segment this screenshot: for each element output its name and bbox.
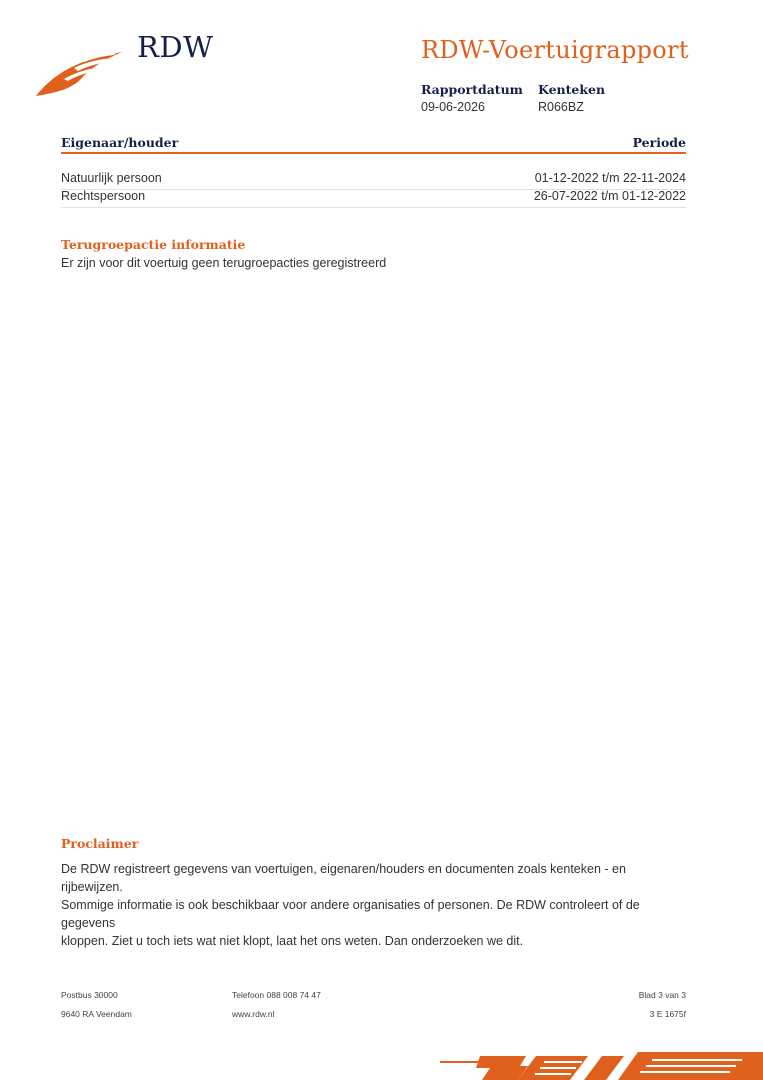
proclaimer-line: kloppen. Ziet u toch iets wat niet klopt, laat het ons weten. Dan onderzoeken we dit. <box>61 934 524 948</box>
footer-website: www.rdw.nl <box>232 1009 275 1019</box>
rdw-logo-text: RDW <box>137 30 214 64</box>
report-date-label: Rapportdatum <box>421 82 523 97</box>
proclaimer-text <box>61 860 686 950</box>
owner-column-header: Eigenaar/houder <box>61 135 179 150</box>
footer-postbus: Postbus 30000 <box>61 990 118 1000</box>
owner-type: Rechtspersoon <box>61 189 146 203</box>
owner-type: Natuurlijk persoon <box>61 171 162 185</box>
footer-phone: Telefoon 088 008 74 47 <box>232 990 321 1000</box>
owner-period: 01-12-2022 t/m 22-11-2024 <box>534 171 686 185</box>
rdw-stripes-decoration-icon <box>440 1050 763 1080</box>
license-plate-value: R066BZ <box>538 100 584 114</box>
rdw-logo-icon <box>34 46 126 98</box>
proclaimer-line: Sommige informatie is ook beschikbaar voor andere organisaties of personen. De RDW controleert of de gegevens <box>61 898 640 930</box>
footer-address: 9640 RA Veendam <box>61 1009 132 1019</box>
period-column-header: Periode <box>632 135 686 150</box>
table-row <box>61 171 686 190</box>
footer-page-number: Blad 3 van 3 <box>638 990 686 1000</box>
recall-text: Er zijn voor dit voertuig geen terugroepacties geregistreerd <box>61 256 387 270</box>
footer-code: 3 E 1675f <box>649 1009 686 1019</box>
recall-section-title: Terugroepactie informatie <box>61 237 246 252</box>
license-plate-label: Kenteken <box>538 82 606 97</box>
table-row <box>61 189 686 208</box>
proclaimer-title: Proclaimer <box>61 836 139 851</box>
table-header-rule <box>61 152 686 154</box>
owner-period: 26-07-2022 t/m 01-12-2022 <box>533 189 686 203</box>
report-date-value: 09-06-2026 <box>421 100 485 114</box>
proclaimer-line: De RDW registreert gegevens van voertuigen, eigenaren/houders en documenten zoals kenteken - en rijbewijzen. <box>61 862 626 894</box>
document-title: RDW-Voertuigrapport <box>421 36 689 64</box>
